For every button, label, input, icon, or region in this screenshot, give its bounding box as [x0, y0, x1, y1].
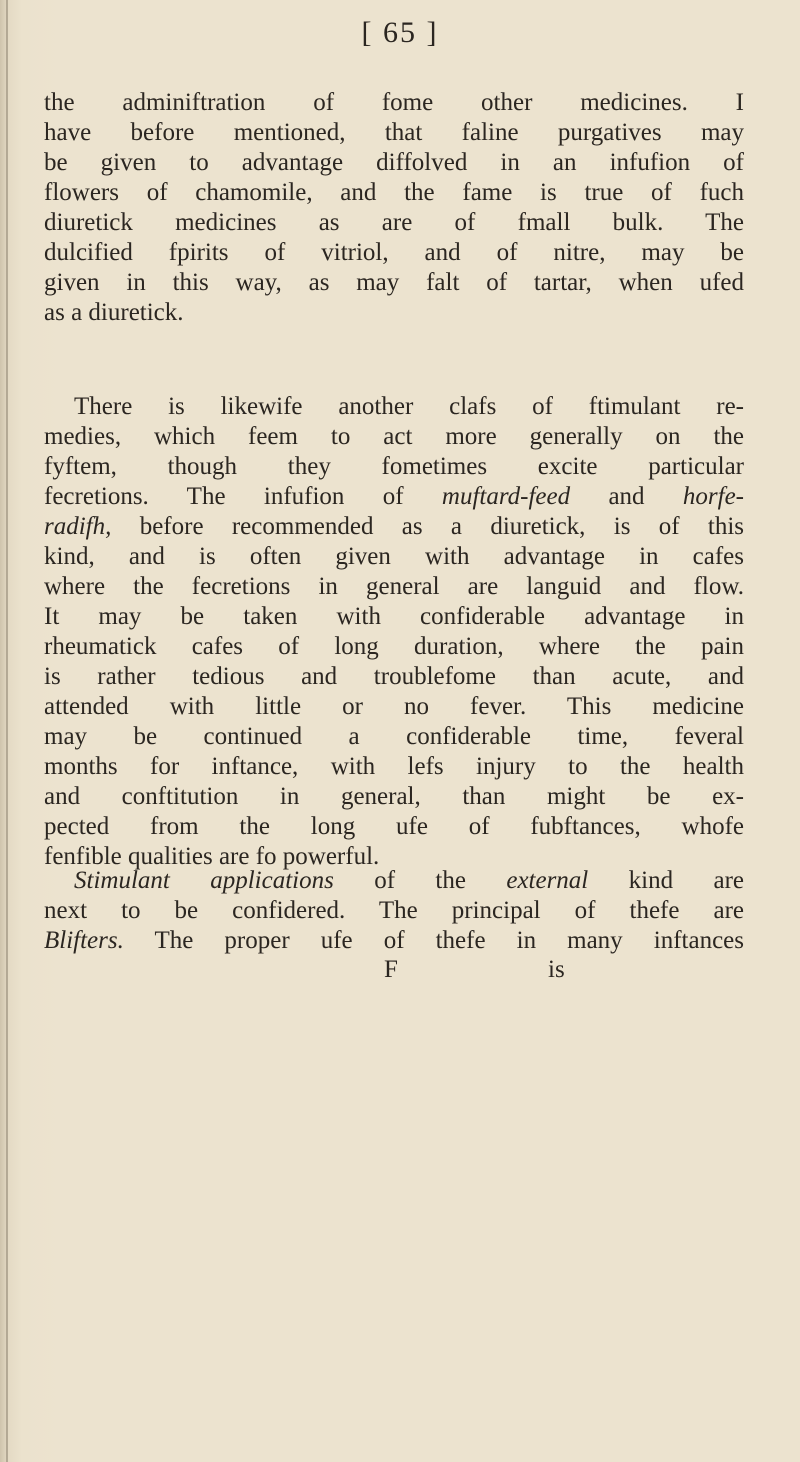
text-run: kind are: [588, 867, 744, 894]
text-line: is rather tedious and troublefome than acute, and: [44, 663, 744, 690]
text-line: next to be confidered. The principal of thefe are: [44, 897, 744, 924]
text-line: [44, 926, 744, 956]
italic-term: Blifters.: [44, 927, 124, 954]
paragraph-1: [44, 88, 744, 328]
text-line: [44, 866, 744, 896]
text-line: given in this way, as may falt of tartar, when ufed: [44, 269, 744, 296]
text-line: dulcified fpirits of vitriol, and of nitre, may be: [44, 239, 744, 266]
text-line: as a diuretick.: [44, 299, 184, 326]
text-line: [44, 512, 744, 542]
italic-term: radifh,: [44, 513, 112, 540]
text-line: fenfible qualities are fo powerful.: [44, 843, 380, 870]
text-line: [44, 482, 744, 512]
text-line: may be continued a confiderable time, feveral: [44, 723, 744, 750]
signature-mark: F: [384, 956, 398, 983]
text-line: rheumatick cafes of long duration, where the pain: [44, 633, 744, 660]
text-line: where the fecretions in general are languid and flow.: [44, 573, 744, 600]
text-line: flowers of chamomile, and the fame is true of fuch: [44, 179, 744, 206]
italic-term: Stimulant applications: [74, 867, 334, 894]
paragraph-2: [44, 392, 744, 872]
text-line: and conftitution in general, than might be ex-: [44, 783, 744, 810]
text-line: months for inftance, with lefs injury to the health: [44, 753, 744, 780]
italic-term: muftard-feed: [441, 483, 571, 510]
page-footer: [0, 956, 800, 986]
italic-term: external: [506, 867, 589, 894]
text-line: have before mentioned, that faline purgatives may: [44, 119, 744, 146]
text-line: kind, and is often given with advantage in cafes: [44, 543, 744, 570]
text-run: fecretions. The infufion of: [44, 483, 442, 510]
page-header: [ 65 ]: [361, 16, 439, 49]
text-line: the adminiftration of fome other medicines. I: [44, 89, 744, 116]
text-line: It may be taken with confiderable advantage in: [44, 603, 744, 630]
text-line: medies, which feem to act more generally on the: [44, 423, 744, 450]
italic-term: horfe-: [682, 483, 744, 510]
text-run: before recommended as a diuretick, is of this: [111, 513, 744, 540]
text-line: attended with little or no fever. This medicine: [44, 693, 744, 720]
text-line: be given to advantage diffolved in an infufion of: [44, 149, 744, 176]
text-run: of the: [333, 867, 507, 894]
text-line: fyftem, though they fometimes excite particular: [44, 453, 744, 480]
catchword: is: [548, 956, 565, 983]
text-run: and: [570, 483, 683, 510]
text-line: diuretick medicines as are of fmall bulk. The: [44, 209, 744, 236]
text-line: pected from the long ufe of fubftances, whofe: [44, 813, 744, 840]
page-gutter-edge: [6, 0, 8, 1462]
text-line: There is likewife another clafs of ftimulant re-: [74, 393, 744, 420]
paragraph-3: [44, 866, 744, 956]
text-run: The proper ufe of thefe in many inftances: [123, 927, 744, 954]
